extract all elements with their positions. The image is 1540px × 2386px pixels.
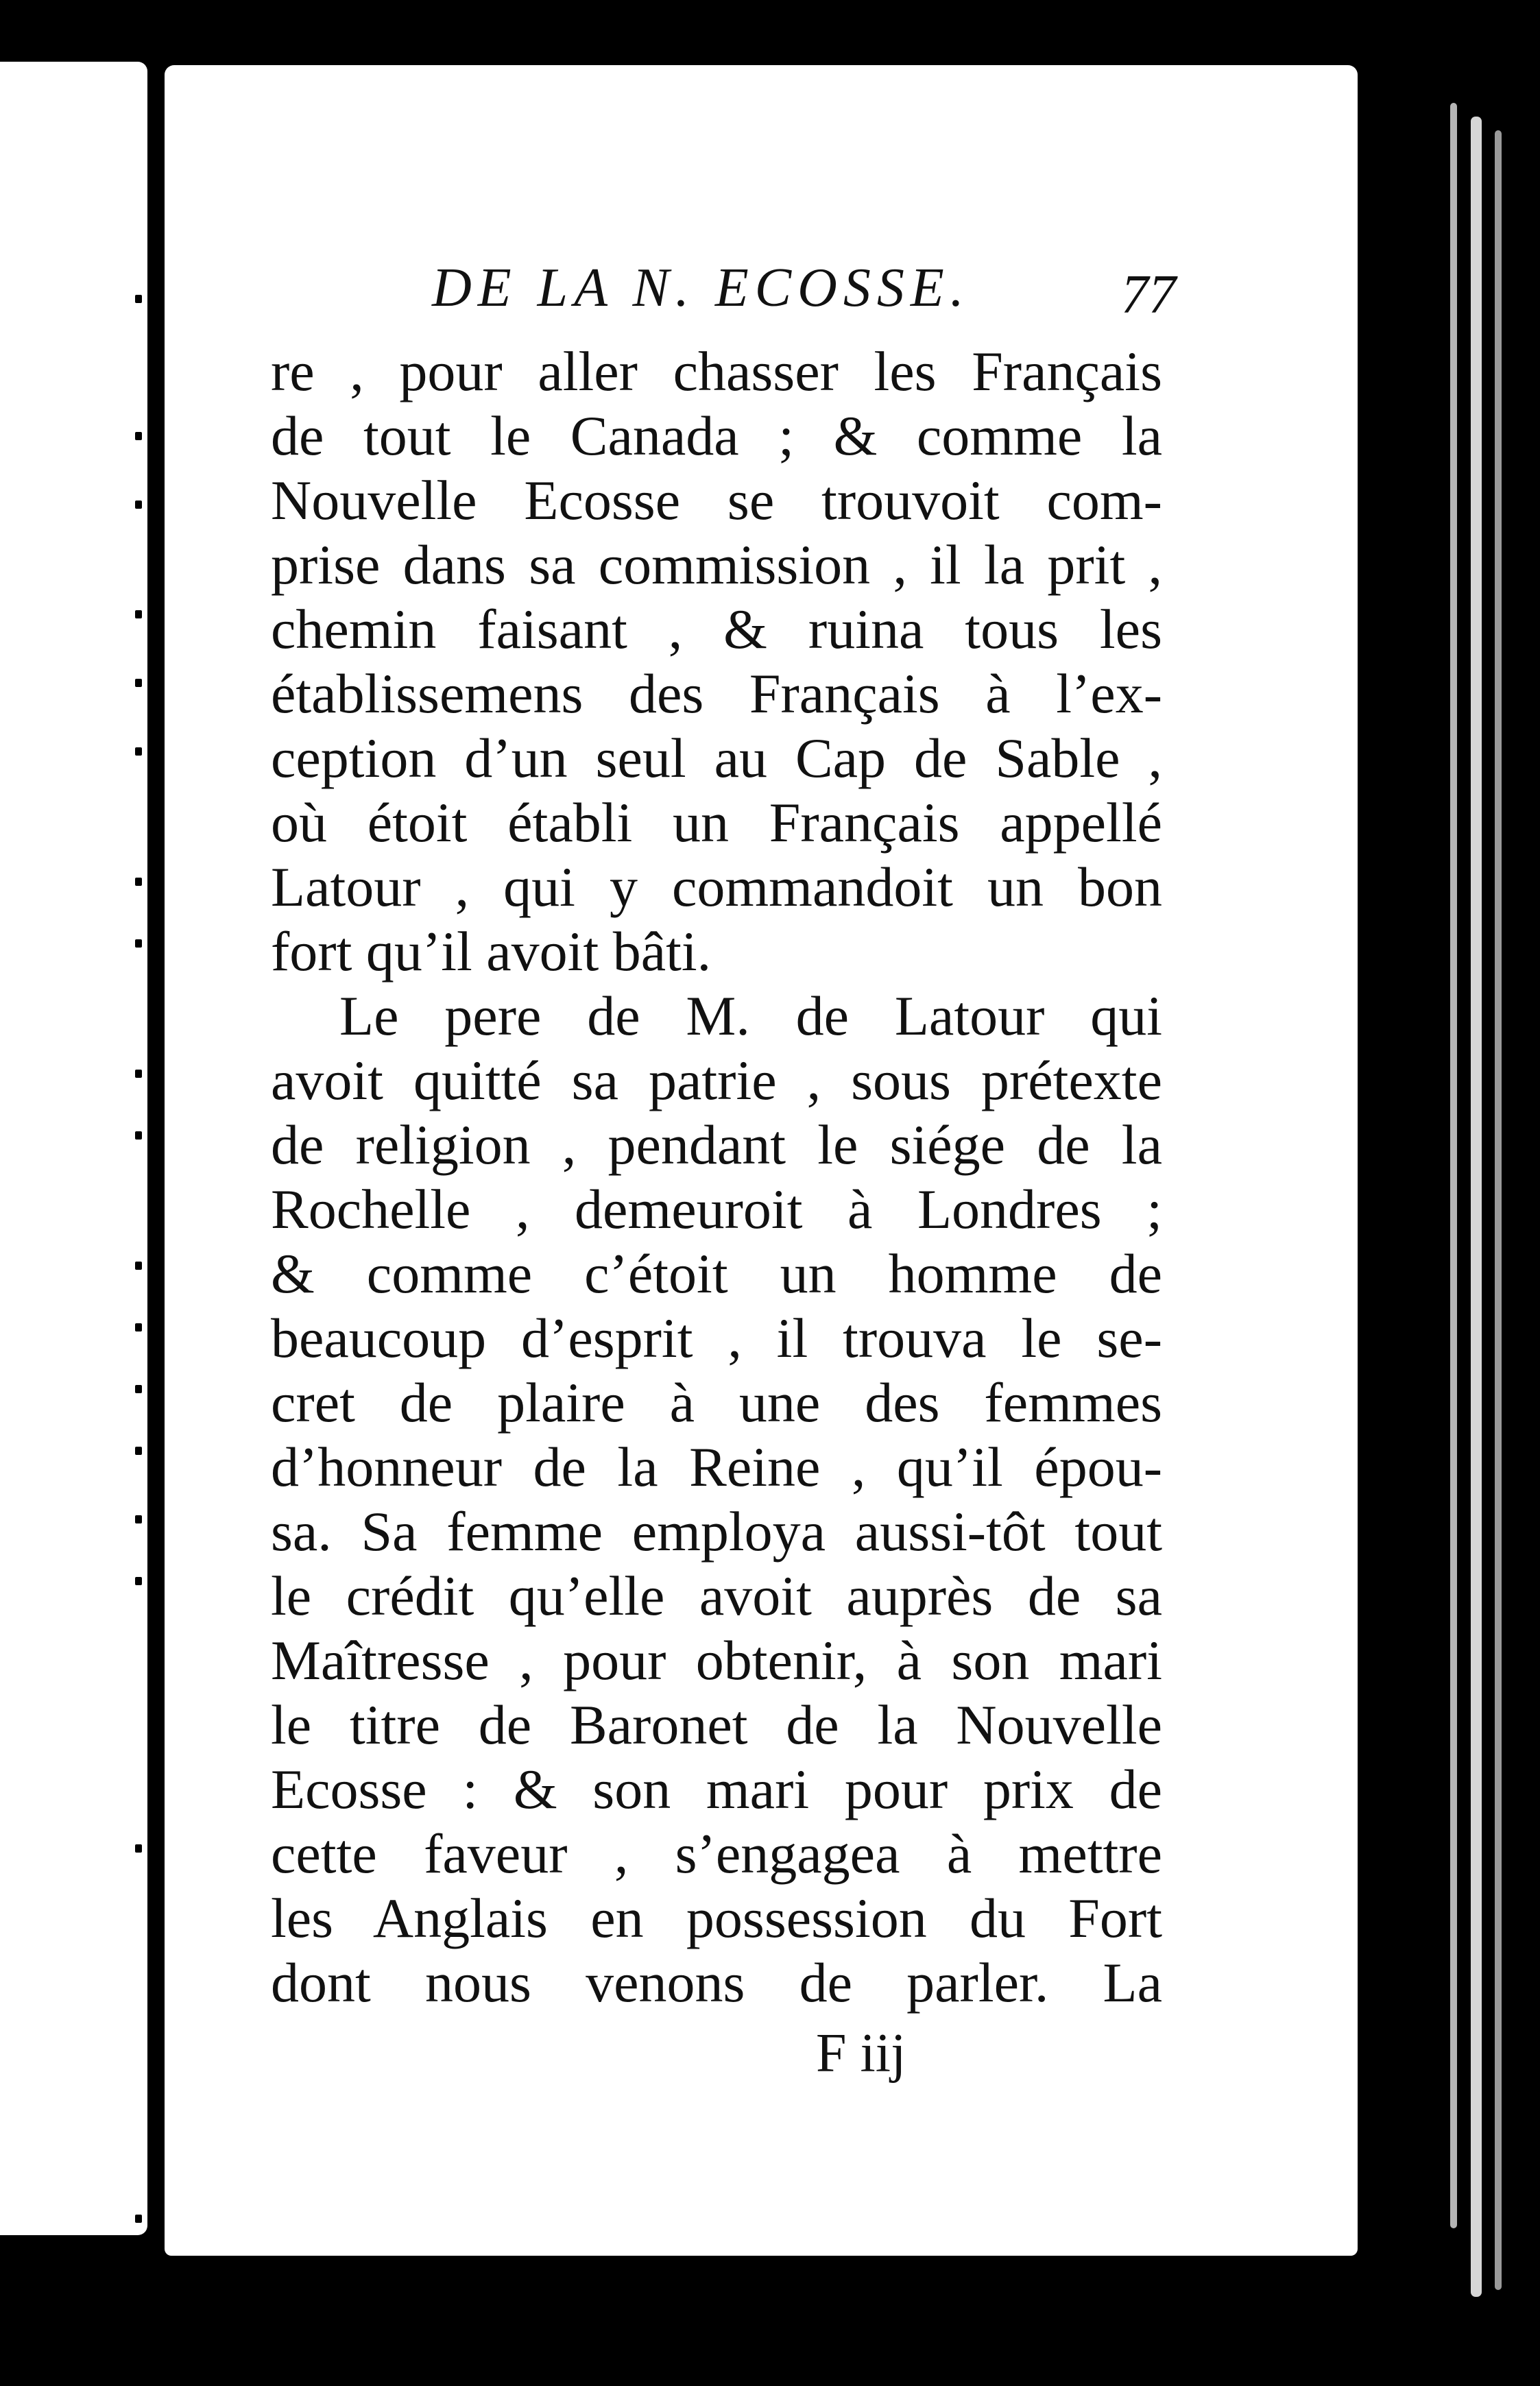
text-line: dont nous venons de parler. La bbox=[271, 1951, 1162, 2014]
text-line: établissemens des Français à l’ex- bbox=[271, 662, 1162, 725]
left-facing-page-edge bbox=[0, 62, 147, 2235]
text-line: d’honneur de la Reine , qu’il épou- bbox=[271, 1436, 1162, 1498]
text-line: Latour , qui y commandoit un bon bbox=[271, 856, 1162, 918]
text-line: chemin faisant , & ruina tous les bbox=[271, 598, 1162, 660]
ink-mark bbox=[135, 501, 142, 509]
text-line: prise dans sa commission , il la prit , bbox=[271, 533, 1162, 596]
text-line: de religion , pendant le siége de la bbox=[271, 1113, 1162, 1176]
text-line: cette faveur , s’engagea à mettre bbox=[271, 1822, 1162, 1885]
text-line: cret de plaire à une des femmes bbox=[271, 1371, 1162, 1434]
text-line: le crédit qu’elle avoit auprès de sa bbox=[271, 1565, 1162, 1627]
ink-mark bbox=[135, 610, 142, 618]
ink-mark bbox=[135, 432, 142, 440]
text-line: Nouvelle Ecosse se trouvoit com- bbox=[271, 469, 1162, 531]
ink-mark bbox=[135, 1844, 142, 1853]
ink-mark bbox=[135, 747, 142, 756]
ink-mark bbox=[135, 1131, 142, 1140]
running-head bbox=[271, 257, 1176, 339]
text-line: Maîtresse , pour obtenir, à son mari bbox=[271, 1629, 1162, 1691]
text-line: avoit quitté sa patrie , sous prétexte bbox=[271, 1049, 1162, 1111]
ink-mark bbox=[135, 295, 142, 303]
text-line: ception d’un seul au Cap de Sable , bbox=[271, 727, 1162, 789]
ink-mark bbox=[135, 2215, 142, 2223]
page-edge bbox=[1471, 117, 1482, 2297]
page-text bbox=[271, 257, 1176, 2015]
ink-mark bbox=[135, 1385, 142, 1393]
ink-mark bbox=[135, 1323, 142, 1331]
ink-mark bbox=[135, 939, 142, 948]
page-edge bbox=[1495, 130, 1502, 2290]
text-line: les Anglais en possession du Fort bbox=[271, 1887, 1162, 1949]
signature-mark: F iij bbox=[816, 2023, 906, 2084]
page-edge bbox=[1450, 103, 1457, 2228]
ink-mark bbox=[135, 679, 142, 687]
text-line: re , pour aller chasser les Français bbox=[271, 340, 1162, 402]
text-line: beaucoup d’esprit , il trouva le se- bbox=[271, 1307, 1162, 1369]
text-line: sa. Sa femme employa aussi-tôt tout bbox=[271, 1500, 1162, 1563]
page-number: 77 bbox=[1121, 265, 1176, 325]
text-line: Ecosse : & son mari pour prix de bbox=[271, 1758, 1162, 1820]
text-line: & comme c’étoit un homme de bbox=[271, 1242, 1162, 1305]
text-line: de tout le Canada ; & comme la bbox=[271, 405, 1162, 467]
ink-mark bbox=[135, 1070, 142, 1078]
running-head-title: DE LA N. ECOSSE. bbox=[432, 258, 970, 318]
ink-mark bbox=[135, 1515, 142, 1523]
text-line: fort qu’il avoit bâti. bbox=[271, 920, 712, 983]
ink-mark bbox=[135, 1262, 142, 1270]
ink-mark bbox=[135, 1577, 142, 1585]
ink-mark bbox=[135, 1447, 142, 1455]
text-line: le titre de Baronet de la Nouvelle bbox=[271, 1694, 1162, 1756]
text-line: Rochelle , demeuroit à Londres ; bbox=[271, 1178, 1162, 1240]
paragraph-first-line: Le pere de M. de Latour qui bbox=[339, 985, 1162, 1047]
text-line: où étoit établi un Français appellé bbox=[271, 791, 1162, 854]
ink-mark bbox=[135, 878, 142, 886]
